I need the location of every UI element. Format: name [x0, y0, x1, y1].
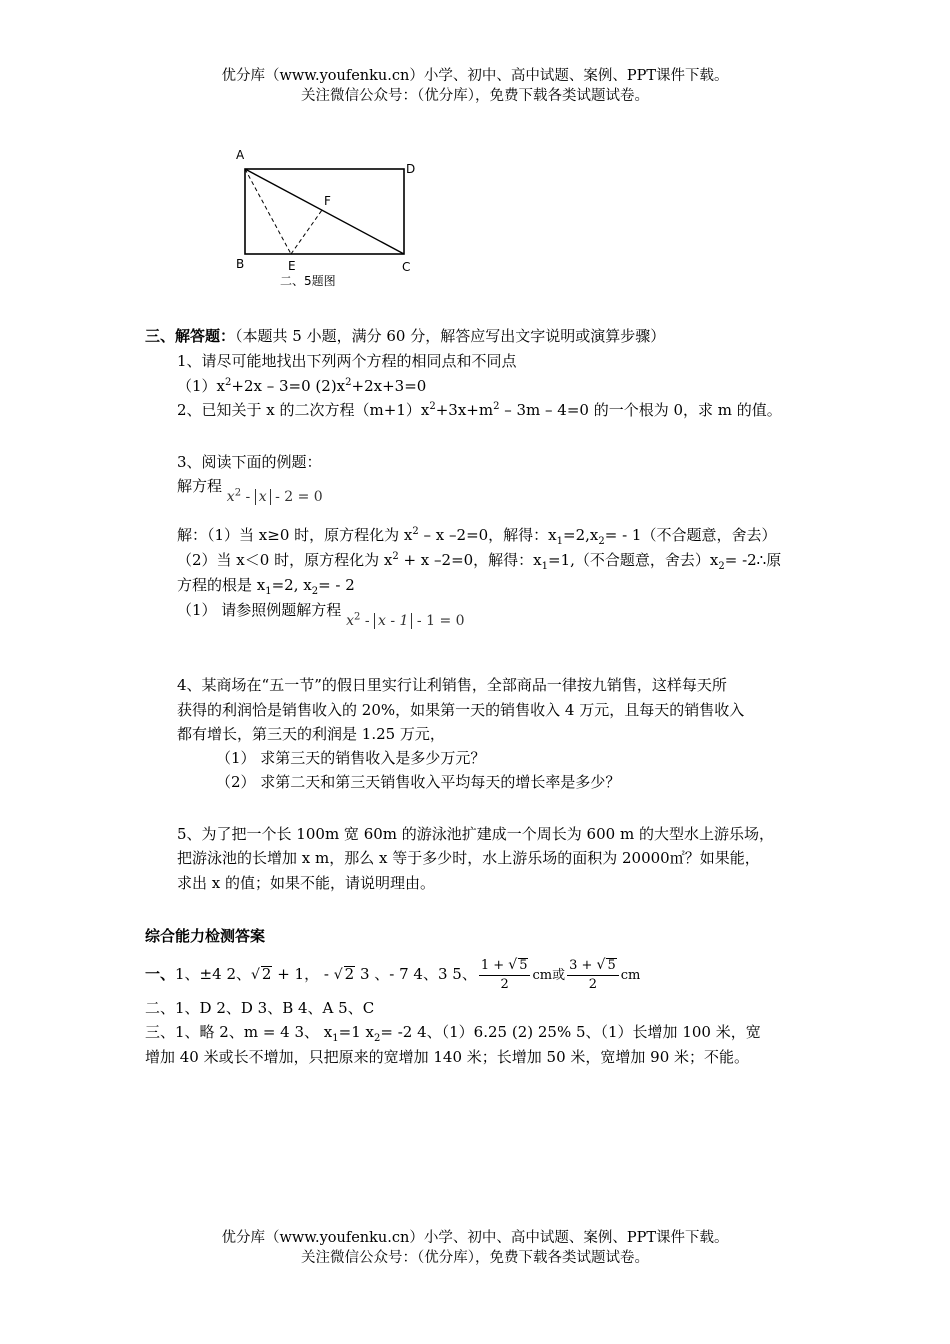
task-equation [346, 613, 464, 629]
answer-text: = -2 4、（1）6.25 (2) 25% 5、（1）长增加 100 米，宽 [380, 1023, 761, 1041]
section-3-note: （本题共 5 小题，满分 60 分，解答应写出文字说明或演算步骤） [235, 327, 666, 345]
sol-text: 方程的根是 x [177, 576, 266, 594]
header-line-2: 关注微信公众号：（优分库），免费下载各类试题试卷。 [301, 88, 649, 104]
sqrt-sign: √ [596, 957, 606, 973]
subscript: 2 [374, 1033, 381, 1044]
diagonal-ac [245, 169, 404, 254]
sol-text: 解：（1）当 x≥0 时，原方程化为 x [177, 526, 413, 544]
exponent: 2 [225, 377, 232, 388]
eq-rest: - 1 = 0 [412, 613, 465, 629]
example-equation [227, 489, 323, 505]
sqrt-sign: √ [508, 957, 518, 973]
answer-text: + 1， [272, 965, 320, 983]
answers-part-2: 二、1、D 2、D 3、B 4、A 5、C [145, 999, 375, 1017]
footer-line-1: 优分库（www.youfenku.cn）小学、初中、高中试题、案例、PPT课件下载。 [221, 1230, 729, 1246]
label-c: C [402, 260, 411, 274]
section-3-title: 三、解答题： [145, 327, 236, 345]
subscript: 1 [541, 561, 549, 572]
numerator-text: 3 + [569, 958, 597, 973]
geometry-figure [228, 146, 428, 294]
minus: - [241, 489, 255, 505]
question-4-line-2: 获得的利润恰是销售收入的 20%，如果第一天的销售收入 4 万元，且每天的销售收入 [177, 701, 745, 719]
sqrt-sign: √ [333, 967, 343, 983]
answer-text: =1 x [338, 1023, 374, 1041]
answers-title: 综合能力检测答案 [145, 927, 266, 945]
sol-text: =1,（不合题意，舍去）x [548, 551, 719, 569]
eq-rest: - 2 = 0 [270, 489, 323, 505]
answers-part-3-line-1 [145, 1021, 761, 1043]
subscript: 1 [265, 586, 272, 597]
question-4-line-3: 都有增长，第三天的利润是 1.25 万元， [177, 725, 445, 743]
question-4-line-1: 4、某商场在“五一节”的假日里实行让利销售，全部商品一律按九销售，这样每天所 [177, 676, 727, 694]
q2-text: – 3m – 4=0 的一个根为 0，求 m 的值。 [499, 401, 782, 419]
fraction-2 [567, 956, 619, 994]
figure-caption: 二、5题图 [280, 274, 336, 288]
question-4-sub-2: （2） 求第二天和第三天销售收入平均每天的增长率是多少？ [216, 773, 621, 791]
part-1-prefix: 一、 [145, 965, 176, 983]
solve-label: 解方程 [177, 477, 223, 495]
fraction-numerator [567, 956, 619, 976]
var-x: x [226, 489, 235, 505]
sol-text: =2,x [563, 526, 599, 544]
question-4-sub-1: （1） 求第三天的销售收入是多少万元？ [216, 749, 486, 767]
subscript: 2 [718, 561, 725, 572]
sol-text: = - 2 [318, 576, 355, 594]
unit-text: cm [620, 968, 641, 983]
absolute-value: x [255, 489, 271, 505]
sqrt-radicand: 5 [607, 958, 616, 973]
label-f: F [324, 194, 331, 208]
answers-part-1 [145, 956, 640, 994]
q2-text: +3x+m [435, 401, 494, 419]
sol-text: – x –2=0，解得：x [418, 526, 557, 544]
fraction-1 [479, 956, 531, 994]
answer-text: 三、1、略 2、m = 4 3、 x [145, 1023, 333, 1041]
subscript: 2 [598, 536, 605, 547]
solution-case-2 [177, 549, 781, 571]
question-5-line-2: 把游泳池的长增加 x m，那么 x 等于多少时，水上游乐场的面积为 20000㎡？如果能， [177, 849, 760, 867]
eq-text: +2x+3=0 [351, 377, 427, 395]
exponent: 2 [345, 377, 352, 388]
question-5-line-1: 5、为了把一个长 100m 宽 60m 的游泳池扩建成一个周长为 600 m 的大型水上游乐场， [177, 825, 774, 843]
sol-text: =2, x [271, 576, 312, 594]
question-3-example [177, 475, 323, 505]
header-line-1: 优分库（www.youfenku.cn）小学、初中、高中试题、案例、PPT课件下载。 [221, 68, 729, 84]
question-2 [177, 399, 782, 421]
solution-case-1 [177, 524, 776, 546]
sqrt-radicand: 2 [344, 965, 355, 983]
eq-text: （1）x [177, 377, 226, 395]
answer-text: - [319, 965, 334, 983]
dashed-ef [291, 210, 322, 254]
absolute-value: x - 1 [374, 613, 412, 629]
question-3-task [177, 599, 465, 629]
answers-part-3-line-2: 增加 40 米或长不增加，只把原来的宽增加 140 米；长增加 50 米，宽增加 90 米；不能。 [145, 1048, 750, 1066]
label-b: B [236, 257, 245, 271]
subscript: 1 [556, 536, 564, 547]
subscript: 2 [311, 586, 319, 597]
sol-text: = -2∴原 [724, 551, 782, 569]
label-d: D [406, 162, 416, 176]
eq-text: +2x – 3=0 (2)x [231, 377, 346, 395]
var-x: x [346, 613, 355, 629]
question-1-equations [177, 375, 426, 397]
page-header [0, 66, 950, 106]
exponent: 2 [493, 401, 500, 412]
sol-text: = - 1（不合题意，舍去） [604, 526, 777, 544]
question-5-line-3: 求出 x 的值；如果不能，请说明理由。 [177, 874, 435, 892]
numerator-text: 1 + [480, 958, 509, 973]
exponent: 2 [429, 401, 436, 412]
task-label: （1） 请参照例题解方程 [177, 601, 342, 619]
page-footer [0, 1228, 950, 1268]
sqrt-radicand: 2 [261, 965, 272, 983]
sqrt-sign: √ [250, 967, 260, 983]
exponent: 2 [234, 487, 242, 499]
sol-text: （2）当 x＜0 时，原方程化为 x [177, 551, 393, 569]
exponent: 2 [412, 526, 419, 537]
subscript: 1 [332, 1033, 339, 1044]
fraction-numerator [479, 956, 531, 976]
exponent: 2 [392, 551, 399, 562]
q2-text: 2、已知关于 x 的二次方程（m+1）x [177, 401, 430, 419]
section-3-heading [145, 325, 665, 347]
sqrt-radicand: 5 [519, 958, 528, 973]
footer-line-2: 关注微信公众号：（优分库），免费下载各类试题试卷。 [301, 1250, 649, 1266]
answer-text: 1、±4 2、 [175, 965, 251, 983]
solution-conclusion [177, 574, 355, 596]
fraction-denominator: 2 [588, 977, 598, 992]
exponent: 2 [354, 611, 361, 623]
unit-text: cm或 [532, 968, 566, 983]
fraction-denominator: 2 [500, 977, 509, 992]
sol-text: + x –2=0，解得：x [398, 551, 542, 569]
minus: - [360, 613, 375, 629]
label-e: E [288, 259, 296, 273]
question-1: 1、请尽可能地找出下列两个方程的相同点和不同点 [177, 352, 517, 370]
label-a: A [236, 148, 245, 162]
answer-text: 3 、- 7 4、3 5、 [355, 965, 477, 983]
question-3-title: 3、阅读下面的例题： [177, 453, 322, 471]
